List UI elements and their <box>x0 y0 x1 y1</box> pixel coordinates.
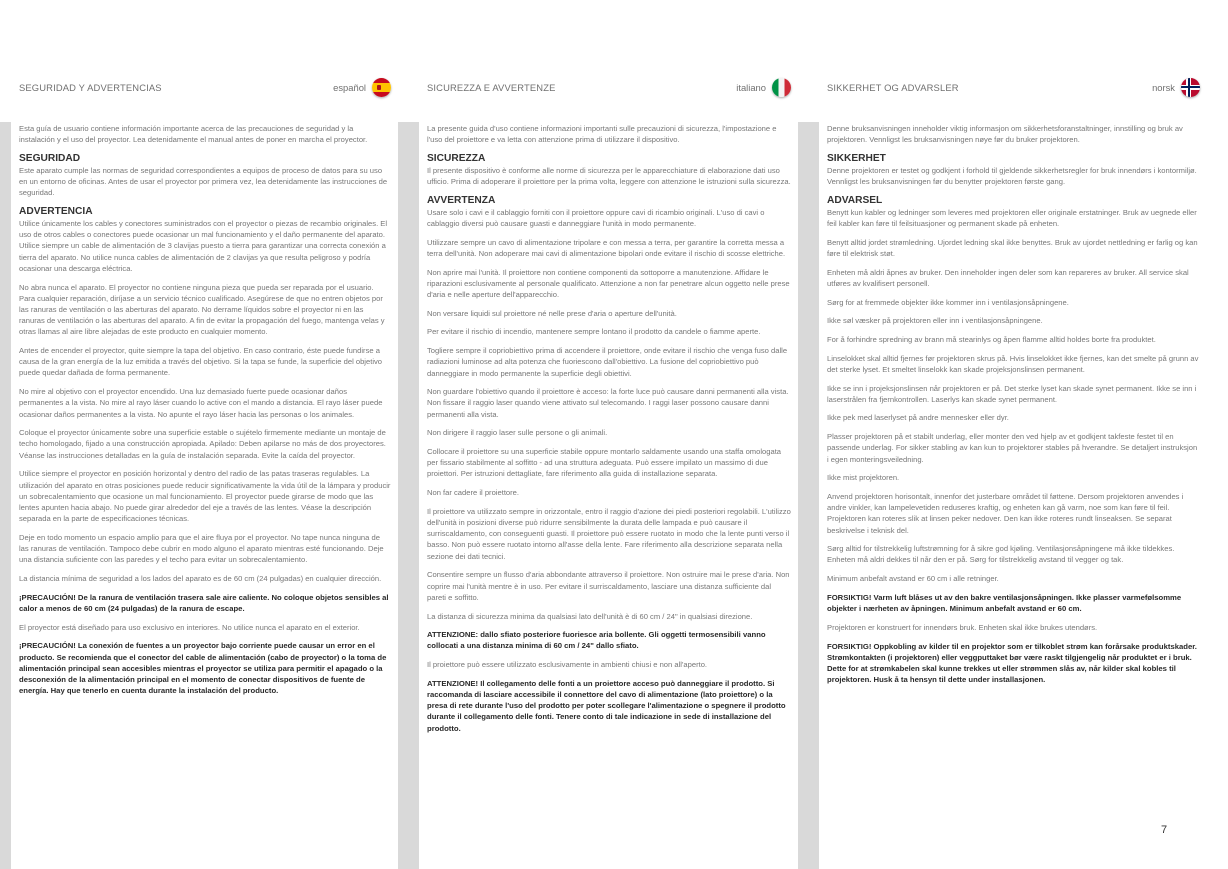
intro-paragraph: La presente guida d'uso contiene informazioni importanti sulle precauzioni di sicurezza, l'impostazione e l'uso del proiettore e va letta con attenzione prima di utilizzare il dispositivo. <box>427 124 777 145</box>
column-norwegian <box>827 0 1200 869</box>
caution-hot-air: ATTENZIONE: dallo sfiato posteriore fuoriesce aria bollente. Gli oggetti termosensibili vanno collocati a una distanza minima di 60 cm / 24" dallo sfiato. <box>427 630 766 651</box>
caution-hot-air: ¡PRECAUCIÓN! De la ranura de ventilación trasera sale aire caliente. No coloque objetos sensibles al calor a menos de 60 cm (24 pulgadas) de la ranura de escape. <box>19 592 389 613</box>
intro-paragraph: Denne bruksanvisningen inneholder viktig informasjon om sikkerhetsforanstaltninger, innstilling og bruk av projektoren. Vennligst les bruksanvisningen nøye før du bruker projektoren. <box>827 124 1183 145</box>
warning-paragraph: Ikke se inn i projeksjonslinsen når projektoren er på. Det sterke lyset kan skade synet permanent. Ikke se inn i laserstrålen fra fjernkontrollen. Laserlys kan skade synet permanent. <box>827 383 1197 404</box>
warning-paragraph: Per evitare il rischio di incendio, mantenere sempre lontano il prodotto da candele o fiamme aperte. <box>427 327 761 337</box>
column-body <box>19 123 391 704</box>
warning-paragraph: Sørg for at fremmede objekter ikke kommer inn i ventilasjonsåpningene. <box>827 297 1069 307</box>
caution-power-connection: ¡PRECAUCIÓN! La conexión de fuentes a un proyector bajo corriente puede causar un error en el producto. Se recomienda que el conector del cable de alimentación (cabo de proyector) o la toma de alimentación principal sean accesibles mientras el proyector se utiliza para permitir el apagado o la desconexión de la alimentación principal en el momento de conectar dispositivos de fuente de energía. Hay que tenerlo en cuenta durante la instalación del producto. <box>19 641 387 696</box>
warning-paragraph: La distanza di sicurezza minima da qualsiasi lato dell'unità è di 60 cm / 24" in qualsiasi direzione. <box>427 611 753 621</box>
language-label: español <box>333 81 366 93</box>
safety-heading: SICUREZZA <box>427 152 486 164</box>
indoor-use-paragraph: El proyector está diseñado para uso exclusivo en interiores. No utilice nunca el aparato en el exterior. <box>19 622 360 632</box>
warning-paragraph: Benytt alltid jordet strømledning. Ujordet ledning skal ikke benyttes. Bruk av ujordet nettledning er farlig og kan føre til elektrisk støt. <box>827 237 1198 258</box>
column-header <box>427 78 791 96</box>
warning-paragraph: Non versare liquidi sul proiettore né nelle prese d'aria o aperture dell'unità. <box>427 308 677 318</box>
intro-paragraph: Esta guía de usuario contiene información importante acerca de las precauciones de seguridad y la instalación y el uso del proyector. Lea detenidamente el manual antes de poner en marcha el proyector. <box>19 124 368 145</box>
column-header <box>19 78 391 96</box>
column-spanish <box>19 0 391 869</box>
warning-paragraph: Ikke søl væsker på projektoren eller inn i ventilasjonsåpningene. <box>827 316 1043 326</box>
warning-paragraph: For å forhindre spredning av brann må stearinlys og åpen flamme alltid holdes borte fra produktet. <box>827 334 1156 344</box>
indoor-use-paragraph: Il proiettore può essere utilizzato esclusivamente in ambienti chiusi e non all'aperto. <box>427 660 708 670</box>
warning-paragraph: Linselokket skal alltid fjernes før projektoren skrus på. Hvis linselokket ikke fjernes, kan det smelte på grunn av det sterke lyset. Et smeltet linselokk kan skade projeksjonslinsen permanent. <box>827 353 1199 374</box>
warning-paragraph: Non far cadere il proiettore. <box>427 488 520 498</box>
column-body <box>427 123 791 741</box>
safety-paragraph: Este aparato cumple las normas de seguridad correspondientes a equipos de proceso de datos para su uso en un entorno de oficinas. Antes de usar el proyector por primera vez, lea detenidamente las instrucciones de seguridad. <box>19 165 388 198</box>
safety-heading: SEGURIDAD <box>19 152 81 164</box>
caution-power-connection: FORSIKTIG! Oppkobling av kilder til en projektor som er tilkoblet strøm kan forårsake produktskader. Strømkontakten (i projektoren) eller veggputtaket bør være raskt tilgjengelig når produktet er i bruk. Dette for at strømkabelen skal kunne trekkes ut eller strømmen slås av, når kilder skal kobles til projektoren. Husk å ta hensyn til dette under installasjonen. <box>827 641 1197 685</box>
warning-heading: ADVERTENCIA <box>19 206 93 218</box>
caution-hot-air: FORSIKTIG! Varm luft blåses ut av den bakre ventilasjonsåpningen. Ikke plasser varmefølsomme objekter i nærheten av åpningen. Minimum anbefalt avstand er 60 cm. <box>827 592 1182 614</box>
column-body <box>827 123 1200 693</box>
warning-paragraph: Sørg alltid for tilstrekkelig luftstrømning for å sikre god kjøling. Ventilasjonsåpningene må ikke tildekkes. Enheten må aldri dekkes til når den er på. Sørg for tilstrekkelig avstand til vegger og tak. <box>827 544 1175 565</box>
gutter-left <box>0 122 11 869</box>
warning-paragraph: Usare solo i cavi e il cablaggio forniti con il proiettore oppure cavi di ricambio originali. L'uso di cavi o cablaggio diversi può causare guasti e danneggiare l'unità in modo permanente. <box>427 207 765 229</box>
warning-paragraph: Non guardare l'obiettivo quando il proiettore è acceso: la forte luce può causare danni permanenti alla vista. Non fissare il raggio laser quando viene attivato sul telecomando. I raggi laser possono causare danni permanenti alla vista. <box>427 387 789 419</box>
warning-paragraph: Coloque el proyector únicamente sobre una superficie estable o sujételo firmemente mediante un montaje de techo homologado, fijado a una construcción apropiada. Apilado: Deben apilarse no más de dos proyectores. Véanse las instrucciones detalladas en la guía de instalación separada. Evite la caída del proyector. <box>19 428 386 460</box>
warning-paragraph: No abra nunca el aparato. El proyector no contiene ninguna pieza que pueda ser reparada por el usuario. Para cualquier reparación, diríjase a un servicio técnico cualificado. Asegúrese de que no entren objetos por las ranuras de ventilación o las aberturas del aparato. No derrame líquidos sobre el proyector ni en las ranuras de ventilación o las aberturas del aparato. A fin de evitar la propagación del fuego, mantenga velas y otras llamas al aire libre alejadas de este producto en cualquier momento. <box>19 282 385 337</box>
indoor-use-paragraph: Projektoren er konstruert for innendørs bruk. Enheten skal ikke brukes utendørs. <box>827 622 1098 632</box>
caution-power-connection: ATTENZIONE! Il collegamento delle fonti a un proiettore acceso può danneggiare il prodotto. Si raccomanda di lasciare accessibile il connettore del cavo di alimentazione (lato proiettore) o la presa di rete durante l'uso del prodotto per poter scollegare l'alimentazione o spegnere il prodotto durante il collegamento delle fonti. Tenere conto di tale indicazione in sede di installazione del prodotto. <box>427 678 786 733</box>
spain-flag-icon <box>372 78 391 97</box>
section-title: SIKKERHET OG ADVARSLER <box>827 81 959 93</box>
warning-paragraph: Non aprire mai l'unità. Il proiettore non contiene componenti da sottoporre a manutenzione. Affidare le riparazioni esclusivamente al personale qualificato. Attenzione a non far penetrare alcun oggetto nelle prese d'aria e nelle aperture dell'apparecchio. <box>427 267 790 300</box>
warning-paragraph: Collocare il proiettore su una superficie stabile oppure montarlo saldamente usando una staffa omologata per fissario stabilmente al soffitto - ad una struttura adeguata. Può essere impilato un massimo di due proiettori. Per istruzioni dettagliate, fare riferimento alla guida di installazione separata. <box>427 447 782 479</box>
warning-paragraph: Consentire sempre un flusso d'aria abbondante attraverso il proiettore. Non ostruire mai le prese d'aria. Non coprire mai l'unità mentre è in uso. Per evitare il surriscaldamento, lasciare una distanza sufficiente dal pareti e soffitto. <box>427 570 790 602</box>
column-header <box>827 78 1200 96</box>
warning-paragraph: Deje en todo momento un espacio amplio para que el aire fluya por el proyector. No tape nunca ninguna de las ranuras de ventilación. Tampoco debe cubrir en modo alguno el aparato mientras esté funcionando. Deje una distancia suficiente con las paredes y el techo para evitar un sobrecalentamiento. <box>19 532 384 565</box>
gutter-1 <box>398 122 419 869</box>
warning-paragraph: Minimum anbefalt avstand er 60 cm i alle retninger. <box>827 574 999 584</box>
language-label: italiano <box>736 81 766 93</box>
warning-paragraph: Plasser projektoren på et stabilt underlag, eller monter den ved hjelp av et godkjent takfeste festet til en passende underlag. For sikker stabling av kan kun to projektorer stables på hverandre. Se detaljert instruksjon i egen monteringsveiledning. <box>827 432 1198 464</box>
warning-paragraph: Benytt kun kabler og ledninger som leveres med projektoren eller originale erstatninger. Bruk av uegnede eller feil kabler kan føre til feilsituasjoner og permanent skade på enheten. <box>827 207 1197 229</box>
safety-paragraph: Il presente dispositivo è conforme alle norme di sicurezza per le apparecchiature di elaborazione dati uso ufficio. Prima di adoperare il proiettore per la prima volta, leggere con attenzione le istruzioni sulla sicurezza. <box>427 165 791 187</box>
column-italian <box>427 0 791 869</box>
warning-paragraph: No mire al objetivo con el proyector encendido. Una luz demasiado fuerte puede ocasionar daños permanentes a la vista. No mire al rayo láser cuando lo active con el mando a distancia. El rayo láser puede ocasionar daños permanentes a la vista. No apunte el rayo láser hacia las personas o los animales. <box>19 387 383 419</box>
section-title: SEGURIDAD Y ADVERTENCIAS <box>19 81 162 93</box>
language-label: norsk <box>1152 81 1175 93</box>
warning-paragraph: Il proiettore va utilizzato sempre in orizzontale, entro il raggio d'azione dei piedi posteriori regolabili. L'utilizzo dell'unità in posizioni diverse può ridurre sensibilmente la durata delle lampada e può causare il surriscaldamento, con conseguenti guasti. Il proiettore può essere ruotato in modo che la lente punti verso il basso. Non può essere ruotato intorno all'asse della lente. Fare riferimento alla descrizione separata nella sezione dei dati tecnici. <box>427 506 791 561</box>
warning-paragraph: Enheten må aldri åpnes av bruker. Den inneholder ingen deler som kan repareres av bruker. All service skal utføres av kvalifisert personell. <box>827 267 1189 288</box>
warning-paragraph: Utilice únicamente los cables y conectores suministrados con el proyector o piezas de recambio originales. El uso de otros cables o conectores puede ocasionar un mal funcionamiento y el daño permanente del aparato. Utilice siempre un cable de alimentación de 3 clavijas puesto a tierra para garantizar una correcta conexión a tierra del aparato. No utilice nunca cables de alimentación de 2 clavijas ya que resulta peligroso y podría ocasionar una descarga eléctrica. <box>19 219 388 273</box>
warning-paragraph: Anvend projektoren horisontalt, innenfor det justerbare området til føttene. Dersom projektoren anvendes i andre vinkler, kan lampelevetiden reduseres kraftig, og enheten kan gå varm, noe som kan føre til feil. Projektoren kan roteres slik at linsen peker nedover. Den kan ikke roteres rundt linseaksen. Se separat beskrivelse i teknisk del. <box>827 491 1184 535</box>
warning-paragraph: Ikke mist projektoren. <box>827 473 900 483</box>
warning-heading: ADVARSEL <box>827 194 883 206</box>
warning-paragraph: Ikke pek med laserlyset på andre mennesker eller dyr. <box>827 413 1009 423</box>
warning-paragraph: Utilice siempre el proyector en posición horizontal y dentro del radio de las patas traseras regulables. La utilización del aparato en otras posiciones puede reducir significativamente la vida útil de la lámpara y producir un sobrecalentamiento que ocasione un mal funcionamiento. El proyector puede girarse de modo que las lentes apunten hacia abajo. No puede girar alrededor del eje a través de las lentes. Véase la descripción separada en la parte de especificaciones técnicas. <box>19 469 391 524</box>
norway-flag-icon <box>1181 78 1200 97</box>
warning-paragraph: Togliere sempre il copriobiettivo prima di accendere il proiettore, onde evitare il rischio che venga fuso dalle radiazioni luminose ad alta potenza che fuoriescono dall'obiettivo. La fusione del copriobiettivo può danneggiare in modo permanente la superficie degli obiettivi. <box>427 346 788 378</box>
warning-paragraph: Antes de encender el proyector, quite siempre la tapa del objetivo. En caso contrario, éste puede fundirse a causa de la gran energía de la luz emitida a través del objetivo. Si la tapa se funde, la superficie del objetivo puede quedar dañada de forma permanente. <box>19 346 383 378</box>
warning-heading: AVVERTENZA <box>427 194 496 206</box>
safety-heading: SIKKERHET <box>827 152 886 164</box>
section-title: SICUREZZA E AVVERTENZE <box>427 81 556 93</box>
page-number: 7 <box>1161 824 1168 836</box>
warning-paragraph: Utilizzare sempre un cavo di alimentazione tripolare e con messa a terra, per garantire la corretta messa a terra dell'unità. Non adoperare mai cavi di alimentazione bipolari onde evitare il rischio di scosse elettriche. <box>427 237 786 258</box>
italy-flag-icon <box>772 78 791 97</box>
warning-paragraph: La distancia mínima de seguridad a los lados del aparato es de 60 cm (24 pulgadas) en cualquier dirección. <box>19 574 382 583</box>
warning-paragraph: Non dirigere il raggio laser sulle persone o gli animali. <box>427 428 608 438</box>
safety-paragraph: Denne projektoren er testet og godkjent i forhold til gjeldende sikkerhetsregler for bruk innendørs i kontormiljø. Vennligst les bruksanvisningen før du benytter projektoren første gang. <box>827 165 1197 187</box>
gutter-2 <box>798 122 819 869</box>
